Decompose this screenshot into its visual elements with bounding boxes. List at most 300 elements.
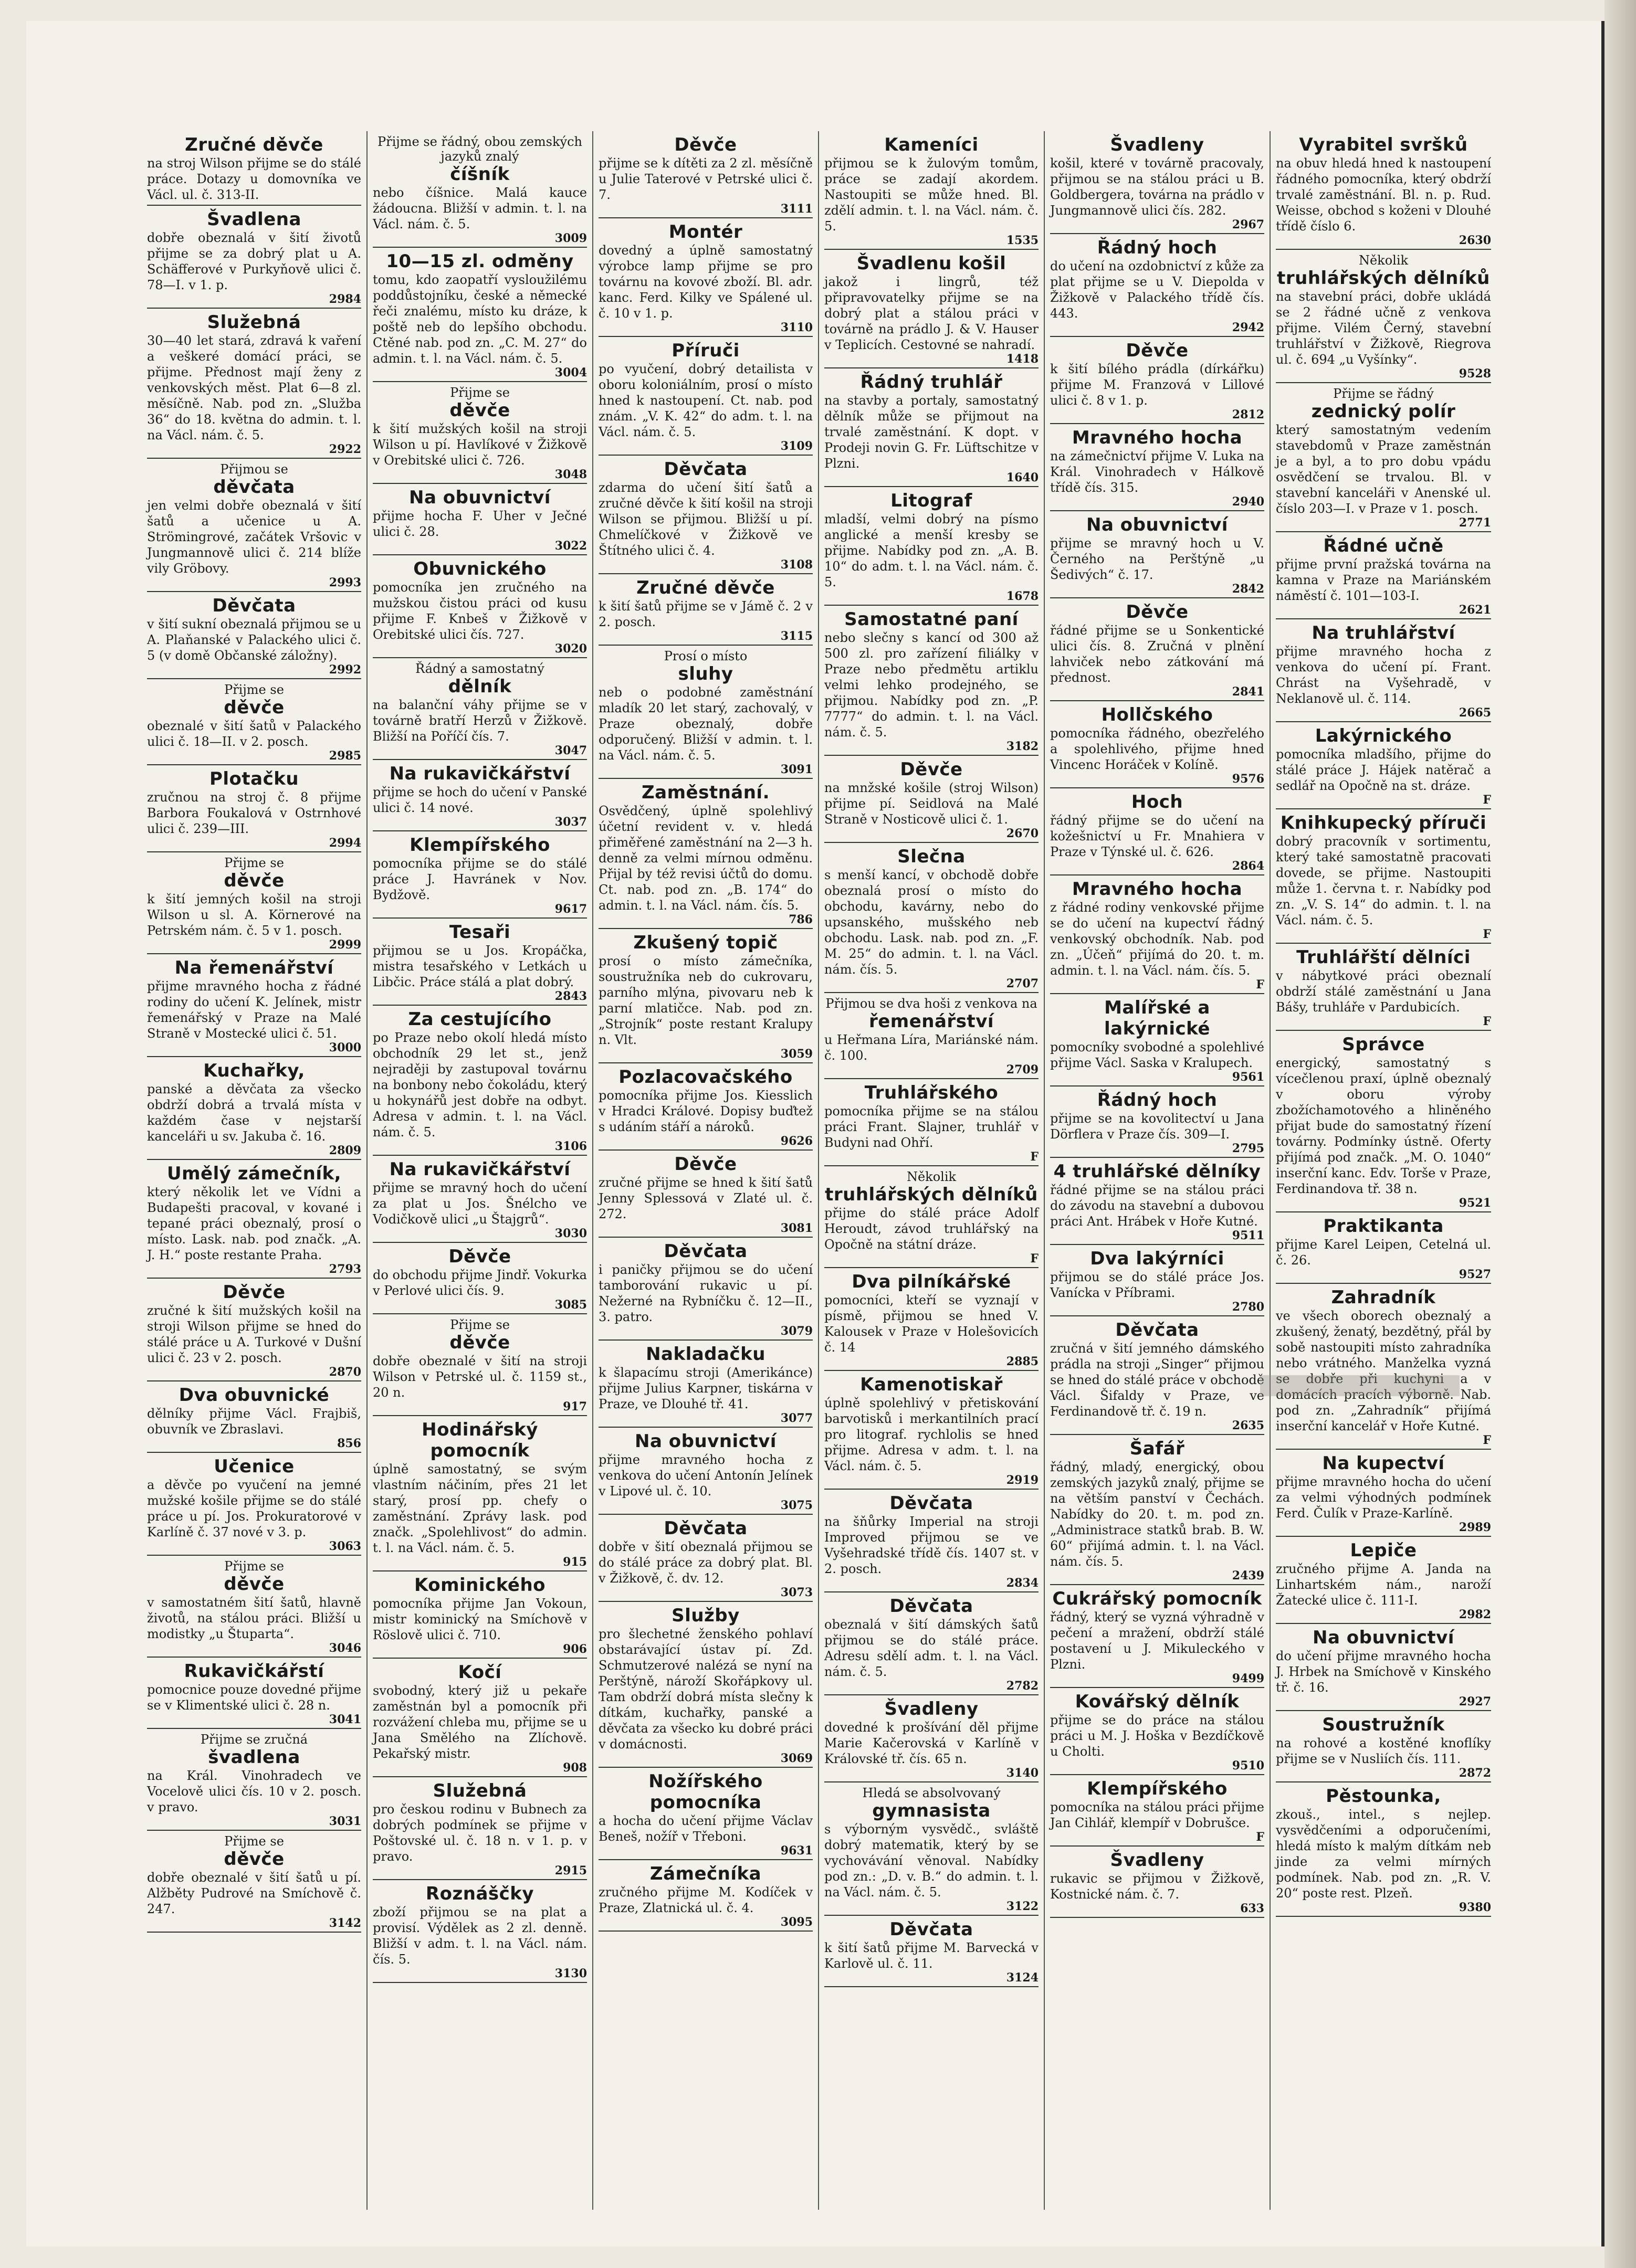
ad-heading: Dva pilníkářské <box>852 1271 1011 1292</box>
ad-text: k šlapacímu stroji (Amerikánce) přijme Julius Karpner, tiskárna v Praze, ve Dlouhé tř. 41. <box>599 1365 813 1411</box>
ad-text: přijme Karel Leipen, Cetelná ul. č. 26. <box>1276 1237 1491 1268</box>
classified-ad <box>1276 1212 1491 1284</box>
ad-heading: Na obuvnictví <box>635 1431 777 1452</box>
ad-text: na stroj Wilson přijme se do stálé práce. Dotazy u domovníka ve Václ. ul. č. 313-II. <box>147 156 361 202</box>
ad-heading: 4 truhlářské dělníky <box>1053 1161 1261 1182</box>
ad-heading: řemenářství <box>868 1011 994 1032</box>
ad-heading: Kominického <box>414 1575 546 1596</box>
ad-text: dobře v šití obeznalá přijmou se do stálé práce za dobrý plat. Bl. v Žižkově, č. dv. 12. <box>599 1539 813 1586</box>
classified-ad <box>1050 131 1264 234</box>
ad-text: zručné přijme se hned k šití šatů Jenny Splessová v Zlaté ul. č. 272. <box>599 1175 813 1221</box>
ad-text: řádné přijme se na stálou práci do závodu na stavební a dubovou práci Ant. Hrábek v Hoře Kutné. <box>1050 1183 1264 1229</box>
ad-intro: Přijmou se <box>220 462 288 477</box>
classified-ad <box>599 1602 813 1768</box>
classified-ad <box>599 131 813 218</box>
classified-ad <box>1050 1086 1264 1158</box>
ad-heading: Zahradník <box>1331 1287 1436 1308</box>
ad-text: jen velmi dobře obeznalá v šití šatů a učenice u A. Strömingrové, začátek Vršovic v Jungmannově ulici č. 214 blíže vily Gröbovy. <box>147 498 361 576</box>
classified-ad <box>599 1768 813 1860</box>
ad-heading: Truhlářští dělníci <box>1296 947 1471 968</box>
classified-ad <box>1050 788 1264 875</box>
ad-heading: Klempířského <box>1087 1778 1228 1799</box>
ad-text: na Král. Vinohradech ve Vocelově ulici čís. 10 v 2. posch. v pravo. <box>147 1768 361 1815</box>
ad-text: pomocníka přijme se na stálou práci Frant. Slajner, truhlář v Budyni nad Ohří. <box>824 1104 1039 1150</box>
ad-text: rukavic se přijmou v Žižkově, Kostnické nám. č. 7. <box>1050 1871 1264 1902</box>
classified-ad <box>147 954 361 1057</box>
ad-text: úplně spolehlivý v přetiskování barvotisků i merkantilních prací pro litograf. rychlolis se hned přijme. Adresa v adm. t. l. na Václ. nám. č. 5. <box>824 1396 1039 1473</box>
classified-ad <box>1050 511 1264 598</box>
ad-number: 3047 <box>554 744 587 757</box>
ad-text: přijme se mravný hoch u V. Černého na Perštýně „u Šedivých“ č. 17. <box>1050 536 1264 582</box>
ad-text: pomocníka jen zručného na mužskou čistou práci od kusu přijme F. Knbeš v Žižkově v Orebitské ulici čís. 727. <box>373 580 587 642</box>
ad-intro: Hledá se absolvovaný <box>862 1786 1001 1800</box>
classified-ad <box>147 679 361 765</box>
ad-heading: Samostatné paní <box>844 609 1019 630</box>
ad-heading: Děvče <box>448 1246 511 1267</box>
ad-text: a děvče po vyučení na jemné mužské košile přijme se do stálé práce u pí. Jos. Prokuratorové v Karlíně č. 37 nové v 3. p. <box>147 1478 361 1539</box>
ad-number: 9617 <box>554 902 587 916</box>
ad-number: 786 <box>789 913 813 926</box>
ad-text: k šití mužských košil na stroji Wilson u pí. Havlíkové v Žižkově v Orebitské ulici č. 726. <box>373 421 587 468</box>
ad-intro: Přijme se <box>224 1834 284 1849</box>
ad-number: 3081 <box>780 1221 813 1235</box>
ad-heading: děvče <box>224 1574 285 1595</box>
ad-text: ve všech oborech obeznalý a zkušený, ženatý, bezdětný, přál by sobě nastoupiti místo zahradníka nebo vrátného. Manželka vyzná se dobře při kuchyni a v domácích pracích výborně. Nab. pod zn. „Zahradník“ přijímá inserční kancelář v Hoře Kutné. <box>1276 1309 1492 1433</box>
ad-number: 2967 <box>1232 218 1264 231</box>
ad-heading: děvče <box>449 400 510 421</box>
classified-ad <box>1276 619 1491 722</box>
classified-ad <box>824 250 1039 368</box>
ad-text: na mnžské košile (stroj Wilson) přijme pí. Seidlová na Malé Straně v Nosticově ulici č. 1. <box>824 780 1039 827</box>
classified-ad <box>599 1515 813 1602</box>
ad-number: 1678 <box>1006 589 1039 603</box>
ad-text: dobře obeznalá v šití životů přijme se za dobrý plat u A. Schäfferové v Purkyňově ulici č. 78—I. v 1. p. <box>147 230 361 292</box>
ad-text: dobře obeznalé v šití šatů u pí. Alžběty Pudrové na Smíchově č. 247. <box>147 1870 361 1916</box>
ad-text: prosí o místo zámečníka, soustružníka neb do cukrovaru, parního mlýna, pivovaru neb k parní mlatičce. Nab. pod zn. „Strojník“ poste restant Kralupy n. Vlt. <box>599 954 813 1047</box>
ad-heading: Zručné děvče <box>185 134 323 155</box>
classified-ad <box>1276 722 1491 809</box>
ad-heading: Na rukavičkářství <box>389 763 571 784</box>
ad-heading: Služebná <box>207 312 301 333</box>
classified-ad <box>373 248 587 382</box>
classified-ad <box>824 1268 1039 1371</box>
ad-text: přijme mravného hocha z venkova do učení pí. Frant. Chrást na Vyšehradě, v Neklanově ul. č. 114. <box>1276 644 1491 706</box>
classified-ad <box>1276 1711 1491 1782</box>
ad-heading: Služby <box>672 1605 740 1626</box>
classified-ad <box>373 382 587 484</box>
ad-heading: Pěstounka, <box>1326 1786 1441 1807</box>
ad-intro: Přijme se zručná <box>200 1732 308 1747</box>
classified-ad <box>373 760 587 831</box>
ad-number: 3004 <box>554 366 587 379</box>
ad-number: 3091 <box>780 763 813 776</box>
ad-text: který samostatným vedením stavebdomů v Praze zaměstnán je a byl, a to pro dobu vpádu osvědčení se trvalou. Bl. v stavební kanceláři v Anenské ul. číslo 203—I. v Praze v 1. posch. <box>1276 423 1491 516</box>
classified-ad <box>1050 424 1264 511</box>
ad-heading: Děvče <box>674 1154 737 1175</box>
classified-column-6 <box>1271 131 1496 2210</box>
ad-number: 2780 <box>1232 1300 1264 1314</box>
classified-ad <box>824 606 1039 756</box>
ad-number: 2999 <box>329 938 361 952</box>
ad-text: dovedné k prošívání děl přijme Marie Kačerovská v Karlíně v Královské tř. čís. 65 n. <box>824 1720 1039 1766</box>
ad-number: 2665 <box>1459 706 1491 720</box>
classified-ad <box>1276 131 1491 250</box>
ad-heading: Litograf <box>890 490 972 511</box>
ad-heading: děvče <box>224 1849 285 1870</box>
ad-heading: Na obuvnictví <box>409 487 551 508</box>
classified-ad <box>373 1880 587 1983</box>
ad-number: 3000 <box>329 1041 361 1054</box>
ad-heading: 10—15 zl. odměny <box>386 251 574 272</box>
ad-heading: sluhy <box>678 663 733 684</box>
ad-heading: gymnasista <box>872 1800 991 1821</box>
ad-text: přijme první pražská továrna na kamna v Praze na Mariánském náměstí č. 101—103-I. <box>1276 557 1491 603</box>
ad-number: 2864 <box>1232 859 1264 873</box>
ad-heading: Služebná <box>433 1780 527 1801</box>
classified-ad <box>1276 1450 1491 1537</box>
ad-heading: Kočí <box>458 1662 502 1683</box>
classified-ad <box>147 1160 361 1279</box>
ad-text: pomocníka mladšího, přijme do stálé práce J. Hájek natěrač a sedlář na Opočně na st. dráze. <box>1276 747 1491 793</box>
classified-ad <box>373 919 587 1006</box>
ad-number: 856 <box>337 1437 361 1450</box>
classified-column-2 <box>368 131 593 2210</box>
ad-number: F <box>1256 1830 1264 1844</box>
ad-heading: Hodinářský pomocník <box>422 1419 538 1461</box>
classified-ad <box>599 574 813 646</box>
ad-number: 9626 <box>780 1134 813 1148</box>
ad-number: 9561 <box>1232 1070 1264 1084</box>
ad-number: 908 <box>563 1761 587 1775</box>
ad-text: přijme mravného hocha z venkova do učení Antonín Jelínek v Lipové ul. č. 10. <box>599 1452 813 1499</box>
ad-text: na rohové a kostěné knoflíky přijme se v Nusliích čís. 111. <box>1276 1736 1491 1766</box>
ad-text: řádné přijme se u Sonkentické ulici čís. 8. Zručná v plnění lahviček nebo zátkování má přednost. <box>1050 623 1264 685</box>
ad-number: F <box>1256 978 1264 991</box>
classified-ad <box>599 779 813 929</box>
classified-ad <box>1276 383 1491 532</box>
classified-ad <box>147 1453 361 1556</box>
ad-number: 1418 <box>1006 352 1039 366</box>
ad-heading: Umělý zámečník, <box>166 1163 341 1184</box>
classified-ad <box>1050 337 1264 424</box>
classified-ad <box>373 658 587 760</box>
classified-ad <box>373 1314 587 1416</box>
ad-number: 2927 <box>1459 1695 1491 1708</box>
ad-text: nebo slečny s kancí od 300 až 500 zl. pro zařízení filiálky v Praze nebo předmětu artiklu velmi lehko prodejného, se přijmou. Nabídky pod zn. „P. 7777“ do admin. t. l. na Václ. nám. č. 5. <box>824 630 1039 740</box>
ad-heading: Mravného hocha <box>1072 879 1243 900</box>
ad-heading: Zručné děvče <box>636 577 775 598</box>
ad-heading: Děvče <box>223 1282 286 1303</box>
ad-number: 2630 <box>1459 234 1491 247</box>
ad-number: 2709 <box>1006 1063 1039 1077</box>
ad-heading: Švadlenu košil <box>856 253 1006 274</box>
ad-heading: Švadlena <box>207 209 301 230</box>
ad-text: přijmou se do stálé práce Jos. Vanícka v Příbrami. <box>1050 1270 1264 1300</box>
ad-number: 3142 <box>329 1916 361 1930</box>
ad-number: 2621 <box>1459 603 1491 617</box>
ad-heading: Děvče <box>900 759 963 780</box>
ad-intro: Přijme se <box>224 682 284 697</box>
ad-text: pomocníka přijme Jan Vokoun, mistr kominický na Smíchově v Röslově ulici č. 710. <box>373 1596 587 1642</box>
ad-number: 3009 <box>554 231 587 245</box>
ad-text: do učení na ozdobnictví z kůže za plat přijme se u V. Diepolda v Žižkově v Palackého třídě čís. 443. <box>1050 259 1264 321</box>
classified-ad <box>147 206 361 309</box>
ad-text: na zámečnictví přijme V. Luka na Král. Vinohradech v Hálkově třídě čís. 315. <box>1050 449 1264 495</box>
ad-heading: Roznáščky <box>425 1883 534 1904</box>
ad-number: 2989 <box>1459 1521 1491 1534</box>
ad-intro: Několik <box>906 1169 957 1184</box>
ad-text: i paničky přijmou se do učení tamborování rukavic u pí. Nežerné na Rybníčku č. 12—II., 3. patro. <box>599 1262 813 1324</box>
ad-text: pro šlechetné ženského pohlaví obstarávající ústav pí. Zd. Schmutzerové nalézá se nyní na Perštýně, nároží Skořápkovy ul. Tam obdrží dobrá místa slečny k dítkám, kuchařky, panské a děvčata za všecko ku dobré práci v domácnosti. <box>599 1627 813 1752</box>
ad-number: 3115 <box>780 629 813 643</box>
ad-number: 917 <box>563 1400 587 1413</box>
classified-column-1 <box>142 131 368 2210</box>
ad-heading: Za cestujícího <box>408 1009 552 1030</box>
classified-ad <box>824 1371 1039 1490</box>
ad-text: zručné k šití mužských košil na stroji Wilson přijme se hned do stálé práce u A. Turkové v Dušní ulici č. 23 v 2. posch. <box>147 1303 361 1365</box>
ad-number: 2795 <box>1232 1142 1264 1155</box>
ad-number: 9631 <box>780 1844 813 1858</box>
classified-ad <box>599 1063 813 1151</box>
ad-number: 9380 <box>1459 1901 1491 1914</box>
ad-number: 2782 <box>1006 1679 1039 1693</box>
ad-heading: Švadleny <box>884 1699 979 1720</box>
classified-ad <box>147 852 361 954</box>
ad-heading: Slečna <box>897 846 966 867</box>
ad-number: 9511 <box>1232 1229 1264 1242</box>
ad-text: zručnou na stroj č. 8 přijme Barbora Foukalová v Ostrnhové ulici č. 239—III. <box>147 790 361 836</box>
ad-number: 9521 <box>1459 1196 1491 1210</box>
classified-ad <box>1276 944 1491 1031</box>
ad-text: řádný, mladý, energický, obou zemských jazyků znalý, přijme se na větším panství v Čechách. Nabídky do 20. t. m. pod zn. „Administrace statků brab. B. W. 60“ přijímá admin. t. l. na Václ. nám. čís. 5. <box>1050 1460 1264 1569</box>
ad-text: přijme se hoch do učení v Panské ulici č. 14 nové. <box>373 785 587 815</box>
ad-text: u Heřmana Líra, Mariánské nám. č. 100. <box>824 1032 1039 1063</box>
ad-text: 30—40 let stará, zdravá k vaření a veškeré domácí práci, se přijme. Přednost mají ženy z venkovských měst. Plat 6—8 zl. měsíčně. Nab. pod zn. „Služba 36“ do 18. května do admin. t. l. na Václ. nám. č. 5. <box>147 333 361 442</box>
ad-number: 2771 <box>1459 516 1491 530</box>
ad-text: řádný přijme se do učení na kožešnictví u Fr. Mnahiera v Praze v Týnské ul. č. 626. <box>1050 813 1264 859</box>
ad-heading: Řádný hoch <box>1097 237 1218 258</box>
ad-heading: Hollčského <box>1101 704 1213 725</box>
ad-number: 3124 <box>1006 1971 1039 1985</box>
ad-heading: Pozlacovačského <box>618 1067 793 1088</box>
ad-intro: Přijme se <box>450 1317 510 1332</box>
ad-text: přijme mravného hocha do učení za velmi výhodných podmínek Ferd. Čulík v Praze-Karlíně. <box>1276 1474 1491 1521</box>
classified-ad <box>147 765 361 852</box>
ad-number: 2922 <box>329 442 361 456</box>
page-edge <box>1604 0 1636 2268</box>
ad-intro: Přijme se <box>224 856 284 870</box>
ad-text: přijmou se k žulovým tomům, práce se zadají akordem. Nastoupiti se může hned. Bl. zdělí admin. t. l. na Václ. nám. č. 5. <box>824 156 1039 234</box>
ad-number: 633 <box>1240 1902 1264 1915</box>
classified-ad <box>824 1695 1039 1782</box>
classified-ad <box>599 1341 813 1428</box>
ad-number: 3041 <box>329 1713 361 1726</box>
ad-number: 2635 <box>1232 1419 1264 1432</box>
ad-heading: děvče <box>449 1332 510 1353</box>
classified-ad <box>1276 1284 1491 1450</box>
ad-text: do obchodu přijme Jindř. Vokurka v Perlové ulici čís. 9. <box>373 1268 587 1298</box>
ad-text: pomocníka přijme Jos. Kiesslich v Hradci Králové. Dopisy buďtež s udáním stáří a nároků. <box>599 1088 813 1134</box>
ad-text: na stavby a portaly, samostatný dělník může se přijmout na trvalé zaměstnání. K dopt. v Prodeji novin G. Fr. Lüftschitze v Plzni. <box>824 393 1039 471</box>
ad-heading: děvčata <box>213 477 295 498</box>
ad-text: zboží přijmou se na plat a provisí. Výdělek as 2 zl. denně. Bližší v adm. t. l. na Václ. nám. čís. 5. <box>373 1905 587 1967</box>
classified-ad <box>599 646 813 779</box>
ad-number: 2870 <box>329 1365 361 1379</box>
ad-heading: Zámečníka <box>649 1863 762 1884</box>
ad-number: 2885 <box>1006 1355 1039 1368</box>
classified-ad <box>147 1831 361 1933</box>
ad-text: přijme se k dítěti za 2 zl. měsíčně u Julie Taterové v Petrské ulici č. 7. <box>599 156 813 202</box>
classified-ad <box>1276 1624 1491 1711</box>
classified-ad <box>147 592 361 679</box>
ad-heading: Správce <box>1342 1034 1425 1055</box>
ad-number: 2793 <box>329 1262 361 1276</box>
ad-heading: zednický polír <box>1311 401 1456 422</box>
classified-ad <box>1050 1775 1264 1847</box>
ad-number: 3030 <box>554 1227 587 1240</box>
classified-ad <box>824 1079 1039 1166</box>
ad-number: 9527 <box>1459 1268 1491 1281</box>
ad-number: 2993 <box>329 576 361 589</box>
ad-heading: Lakýrnického <box>1315 725 1452 746</box>
classified-ad <box>824 993 1039 1079</box>
ad-text: na balanční váhy přijme se v továrně bratří Herzů v Žižkově. Bližší na Poříčí čís. 7. <box>373 698 587 744</box>
ad-number: 2707 <box>1006 977 1039 990</box>
ad-number: 3140 <box>1006 1766 1039 1780</box>
ad-text: nebo číšnice. Malá kauce žádoucna. Bližší v admin. t. l. na Václ. nám. č. 5. <box>373 185 587 231</box>
ad-text: v samostatném šití šatů, hlavně životů, na stálou práci. Bližší u modistky „u Štuparta“. <box>147 1595 361 1641</box>
classified-ad <box>373 1777 587 1880</box>
ad-text: dovedný a úplně samostatný výrobce lamp přijme se pro továrnu na kovové zboží. Bl. adr. kanc. Ferd. Kilky ve Spálené ul. č. 10 v 1. p. <box>599 243 813 321</box>
classified-ad <box>147 131 361 206</box>
classified-ad <box>1050 598 1264 701</box>
classified-ad <box>599 1428 813 1515</box>
ad-number: 3020 <box>554 642 587 656</box>
ad-text: Osvědčený, úplně spolehlivý účetní revident v. v. hledá přiměřené zaměstnání na 2—3 h. denně za velmi mírnou odměnu. Přijal by též revisi účtů do domu. Ct. nab. pod zn. „B. 174“ do admin. t. l. na Václ. nám. čís. 5. <box>599 804 813 913</box>
ad-text: přijme hocha F. Uher v Ječné ulici č. 28. <box>373 509 587 539</box>
ad-heading: Kamenotiskař <box>860 1374 1003 1395</box>
ad-text: s výborným vysvědč., svláště dobrý matematik, který by se vychovávání věnoval. Nabídky pod zn.: „D. v. B.“ do admin. t. l. na Václ. nám. č. 5. <box>824 1822 1039 1900</box>
ad-text: řádný, který se vyzná výhradně v pečení a mražení, obdrží stálé postavení u J. Mikuleckého v Plzni. <box>1050 1610 1264 1672</box>
ad-number: 2992 <box>329 663 361 677</box>
ad-heading: Praktikanta <box>1323 1216 1444 1237</box>
ad-text: pomocnice pouze dovedné přijme se v Klimentské ulici č. 28 n. <box>147 1682 361 1713</box>
ad-heading: Malířské a lakýrnické <box>1104 997 1210 1039</box>
ad-heading: Děvčata <box>889 1493 973 1514</box>
ad-number: 3108 <box>780 558 813 572</box>
ad-text: a hocha do učení přijme Václav Beneš, nožíř v Třeboni. <box>599 1813 813 1844</box>
ad-number: 3122 <box>1006 1900 1039 1913</box>
ad-number: F <box>1030 1150 1039 1164</box>
classified-ad <box>824 1592 1039 1695</box>
ad-text: energický, samostatný s vícečlenou praxí, úplně obeznalý v oboru výroby zbožíchamotového a hliněného přijat bude do samostatný řízení továrny. Podmínky ústně. Oferty přijímá pod značk. „M. O. 1040“ inserční kanc. Edv. Torše v Praze, Ferdinandova tř. 38 n. <box>1276 1056 1491 1196</box>
ad-text: jakož i lingrů, též připravovatelky přijme se na dobrý plat a stálou práci v továrně na prádlo J. & V. Hauser v Teplicích. Cestovné se nahradí. <box>824 275 1039 352</box>
ad-number: 2982 <box>1459 1608 1491 1621</box>
ad-intro: Přijme se <box>450 385 510 400</box>
ad-number: 3077 <box>780 1411 813 1425</box>
ad-heading: truhlářských dělníků <box>825 1184 1038 1205</box>
classified-ad <box>599 456 813 574</box>
ad-number: 3106 <box>554 1140 587 1153</box>
ad-text: panské a děvčata za všecko obdrží dobrá a trvalá místa v každém čase v nejstarší kanceláři u sv. Jakuba č. 16. <box>147 1082 361 1144</box>
ad-text: zdarma do učení šití šatů a zručné děvče k šití košil na stroji Wilson se přijmou. Bližší u pí. Chmelíčkové v Žižkově ve Štítného ulici č. 4. <box>599 480 813 558</box>
classified-ad <box>599 218 813 337</box>
classified-ad <box>147 1381 361 1453</box>
classified-ad <box>824 1490 1039 1592</box>
ad-heading: Děvčata <box>212 595 296 616</box>
ad-text: zručného přijme A. Janda na Linhartském nám., naroží Žatecké ulice č. 111-I. <box>1276 1562 1491 1608</box>
ad-number: F <box>1030 1252 1039 1265</box>
classified-ad <box>147 1729 361 1831</box>
classified-ad <box>373 1416 587 1571</box>
ad-text: přijme mravného hocha z řádné rodiny do učení K. Jelínek, mistr řemenářský v Praze na Malé Straně v Mostecké ulici č. 51. <box>147 979 361 1041</box>
classified-ad <box>147 1057 361 1160</box>
ad-text: pomocníci, kteří se vyznají v písmě, přijmou se hned V. Kalousek v Praze v Holešovicích č. 14 <box>824 1293 1039 1355</box>
ad-heading: Cukrářský pomocník <box>1052 1588 1262 1609</box>
classified-ad <box>1050 1435 1264 1585</box>
ad-heading: Knihkupecký příruči <box>1280 813 1487 834</box>
ad-number: 915 <box>563 1555 587 1569</box>
ad-number: 3063 <box>329 1539 361 1553</box>
ad-heading: Na kupectví <box>1322 1453 1445 1474</box>
ad-intro: Přijmou se dva hoši z venkova na <box>825 996 1037 1011</box>
ad-heading: Vyrabitel svršků <box>1299 134 1468 155</box>
ad-text: zkouš., intel., s nejlep. vysvědčeními a odporučeními, hledá místo k malým dítkám neb jinde za velmi mírných podmínek. Nab. pod zn. „R. V. 20“ poste rest. Plzeň. <box>1276 1807 1491 1901</box>
ad-number: 9510 <box>1232 1759 1264 1773</box>
classified-ad <box>373 484 587 555</box>
classified-ad <box>824 843 1039 993</box>
ad-number: 906 <box>563 1642 587 1656</box>
ad-text: v šití sukní obeznalá přijmou se u A. Plaňanské v Palackého ulici č. 5 (v domě Občanské záložny). <box>147 617 361 663</box>
ad-number: 9499 <box>1232 1672 1264 1685</box>
ad-intro: Přijme se řádný <box>1333 386 1434 401</box>
ad-text: tomu, kdo zaopatří vysloužilému poddůstojníku, české a německé řeči znalému, místo ku dráze, k poště neb do lepšího obchodu. Ctěné nab. pod zn. „C. M. 27“ do admin. t. l. na Václ. nám. č. 5. <box>373 272 587 366</box>
ad-number: F <box>1483 793 1491 807</box>
ad-heading: děvče <box>224 870 285 891</box>
ad-number: 3130 <box>554 1967 587 1980</box>
ad-heading: Děvčata <box>664 459 748 480</box>
ad-text: dobrý pracovník v sortimentu, který také samostatně pracovati dovede, se přijme. Nastoupiti může 1. června t. r. Nabídky pod zn. „V. S. 14“ do admin. t. l. na Václ. nám. č. 5. <box>1276 834 1491 927</box>
ad-heading: Řádné učně <box>1323 535 1444 556</box>
classified-ad <box>373 1156 587 1243</box>
ad-heading: Děvčata <box>664 1241 748 1262</box>
ad-heading: Plotačku <box>209 768 299 789</box>
ad-heading: Děvčata <box>664 1518 748 1539</box>
classified-ad <box>373 1006 587 1156</box>
classified-ad <box>824 368 1039 487</box>
ad-heading: Nakladačku <box>646 1344 765 1365</box>
ad-number: 2985 <box>329 749 361 763</box>
ad-heading: Mravného hocha <box>1072 427 1243 448</box>
ad-number: F <box>1483 927 1491 941</box>
classified-ad <box>599 337 813 456</box>
classified-column-3 <box>593 131 819 2210</box>
ad-text: pomocníka řádného, obezřelého a spolehlivého, přijme hned Vincenc Horáček v Kolíně. <box>1050 726 1264 772</box>
ad-heading: Soustružník <box>1322 1714 1445 1735</box>
ad-number: 2834 <box>1006 1576 1039 1590</box>
ad-heading: děvče <box>224 697 285 718</box>
ad-number: 1640 <box>1006 471 1039 484</box>
ad-text: obeznalá v šití dámských šatů přijmou se do stálé práce. Adresu sdělí adm. t. l. na Václ. nám. č. 5. <box>824 1617 1039 1679</box>
ad-heading: Řádný truhlář <box>860 372 1003 393</box>
ad-text: z řádné rodiny venkovské přijme se do učení na kupectví řádný venkovský obchodník. Nab. pod zn. „Účeň“ přijímá do 20. t. m. admin. t. l. na Václ. nám. čís. 5. <box>1050 900 1264 978</box>
ad-text: který několik let ve Vídni a Budapešti pracoval, v kované i tepané práci obeznalý, prosí o místo. Lask. nab. pod značk. „A. J. H.“ poste restante Praha. <box>147 1185 361 1262</box>
classified-ad <box>824 131 1039 250</box>
classified-ad <box>147 1279 361 1381</box>
ad-number: 2940 <box>1232 495 1264 509</box>
classified-ad <box>1276 1031 1491 1212</box>
ad-heading: Na řemenářství <box>174 957 334 978</box>
